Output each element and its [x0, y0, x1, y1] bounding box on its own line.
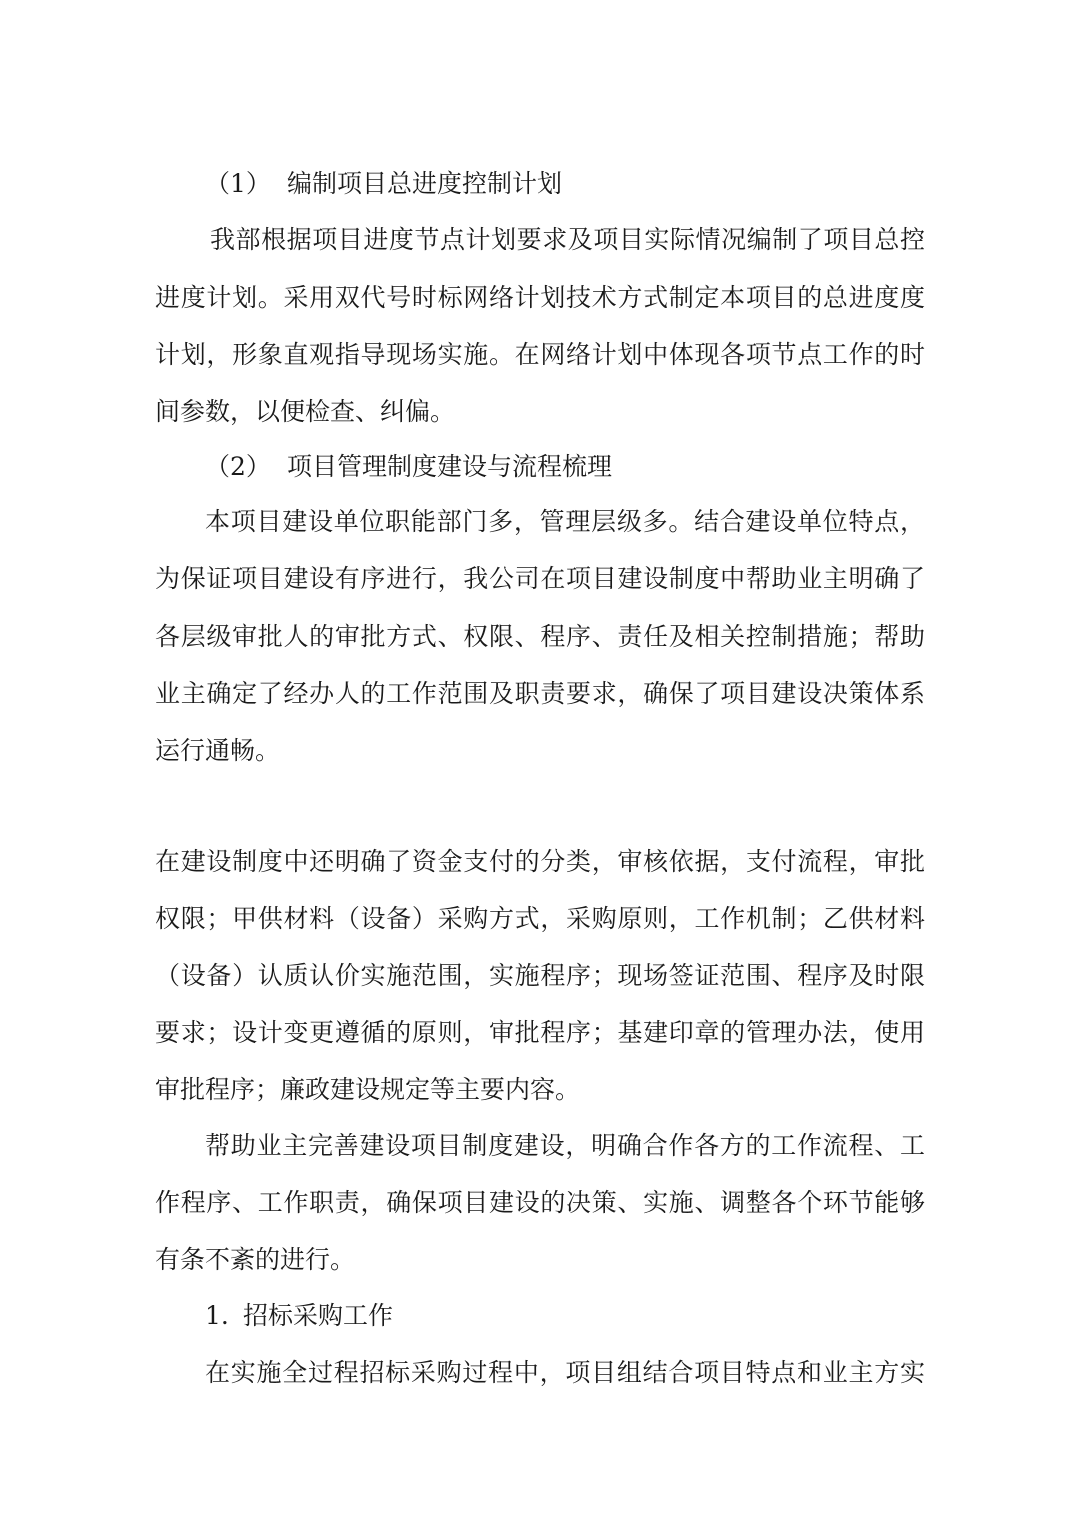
paragraph-line: 有条不紊的进行。	[155, 1245, 356, 1274]
paragraph-line: 作程序、工作职责，确保项目建设的决策、实施、调整各个环节能够	[155, 1188, 925, 1217]
section-number: 1.	[205, 1301, 229, 1330]
section-title: 编制项目总进度控制计划	[287, 169, 563, 198]
section-heading-3	[205, 1298, 393, 1334]
section-title: 招标采购工作	[243, 1301, 394, 1330]
paragraph-line: 在建设制度中还明确了资金支付的分类，审核依据，支付流程，审批	[155, 847, 925, 876]
paragraph-line: （设备）认质认价实施范围，实施程序；现场签证范围、程序及时限	[155, 961, 925, 990]
section-title: 项目管理制度建设与流程梳理	[287, 452, 613, 481]
paragraph-line: 本项目建设单位职能部门多，管理层级多。结合建设单位特点，	[205, 507, 925, 536]
paragraph-line: 在实施全过程招标采购过程中，项目组结合项目特点和业主方实	[205, 1358, 925, 1387]
paragraph-line: 各层级审批人的审批方式、权限、程序、责任及相关控制措施；帮助	[155, 622, 925, 651]
paragraph-line: 我部根据项目进度节点计划要求及项目实际情况编制了项目总控	[210, 225, 925, 254]
paragraph-line: 权限；甲供材料（设备）采购方式，采购原则，工作机制；乙供材料	[155, 904, 925, 933]
paragraph-line: 帮助业主完善建设项目制度建设，明确合作各方的工作流程、工	[205, 1131, 925, 1160]
paragraph-line: 为保证项目建设有序进行，我公司在项目建设制度中帮助业主明确了	[155, 564, 925, 593]
paragraph-line: 进度计划。采用双代号时标网络计划技术方式制定本项目的总进度度	[155, 283, 925, 312]
paragraph-line: 运行通畅。	[155, 736, 281, 765]
paragraph-line: 要求；设计变更遵循的原则，审批程序；基建印章的管理办法，使用	[155, 1018, 925, 1047]
section-heading-2	[205, 449, 612, 485]
paragraph-line: 计划，形象直观指导现场实施。在网络计划中体现各项节点工作的时	[155, 340, 925, 369]
section-number: （2）	[205, 452, 271, 481]
paragraph-line: 业主确定了经办人的工作范围及职责要求，确保了项目建设决策体系	[155, 679, 925, 708]
section-heading-1	[205, 166, 562, 202]
section-number: （1）	[205, 169, 271, 198]
paragraph-line: 审批程序；廉政建设规定等主要内容。	[155, 1075, 581, 1104]
paragraph-line: 间参数，以便检查、纠偏。	[155, 397, 456, 426]
